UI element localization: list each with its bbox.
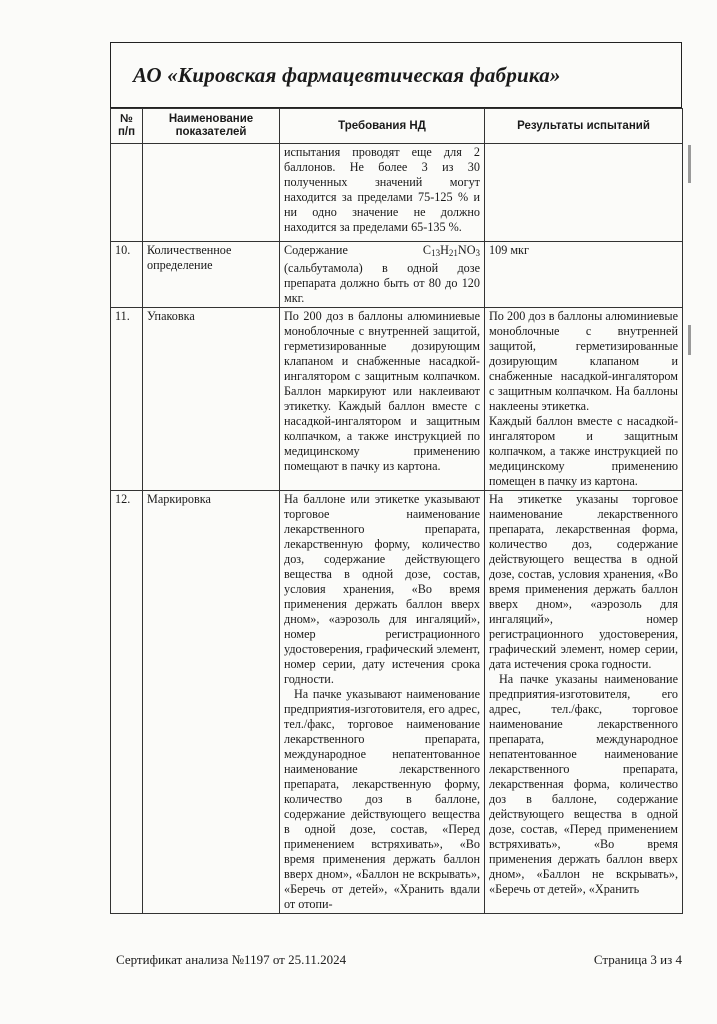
requirement-paragraph: На баллоне или этикетке указывают торговое наименование лекарственного препарата, лекарственную форму, количество доз, содержание действующего вещества в одной дозе, состав, условия хранения, «Во время применения держать баллон вверх дном», «аэрозоль для ингаляций», номер регистрационного удостоверения, графический элемент, номер серии, дату истечения срока годности. <box>284 492 480 686</box>
subscript: 13 <box>431 248 441 258</box>
cell-result: 109 мкг <box>485 242 683 308</box>
table-row <box>111 308 683 491</box>
result-paragraph: На этикетке указаны торговое наименование лекарственного препарата, лекарственная форма, количество доз, содержание действующего вещества в одной дозе, состав, условия хранения, «Во время применения держать баллон вверх дном», «аэрозоль для ингаляций», номер регистрационного удостоверения, графический элемент, номер серии, дата истечения срока годности. <box>489 492 678 671</box>
cell-requirement <box>280 242 485 308</box>
requirement-paragraph: На пачке указывают наименование предприятия-изготовителя, его адрес, тел./факс, торговое наименование лекарственного препарата, международное непатентованное наименование лекарственного препарата, лекарственную форму, количество доз в баллоне, содержание действующего вещества в одной дозе, состав, «Перед применением встряхивать», «Во время применения держать баллон вверх дном», «Баллон не вскрывать», «Беречь от детей», «Хранить вдали от отопи- <box>284 687 480 911</box>
cell-requirement: По 200 доз в баллоны алюминиевые моноблочные с внутренней защитой, герметизированные дозирующим клапаном и снабженные насадкой-ингалятором с защитным колпачком. Баллон маркируют или наклеивают этикетку. Каждый баллон вместе с насадкой-ингалятором и защитным колпачком, а также инструкцией по медицинскому применению помещают в пачку из картона. <box>280 308 485 491</box>
cell-requirement <box>280 491 485 914</box>
req-text: (сальбутамола) в одной дозе препарата должно быть от 80 до 120 мкг. <box>284 261 480 305</box>
result-paragraph: Каждый баллон вместе с насадкой-ингалятором и защитным колпачком, а также инструкцией по медицинскому применению помещен в пачку из картона. <box>489 414 678 488</box>
cell-name <box>143 144 280 242</box>
cell-result <box>485 491 683 914</box>
page-footer <box>116 952 682 968</box>
table-row <box>111 242 683 308</box>
analysis-table <box>110 108 683 914</box>
cell-name: Количественное определение <box>143 242 280 308</box>
cell-result <box>485 144 683 242</box>
cell-name: Упаковка <box>143 308 280 491</box>
table-row <box>111 144 683 242</box>
cell-num: 10. <box>111 242 143 308</box>
result-paragraph: По 200 доз в баллоны алюминиевые моноблочные с внутренней защитой, герметизированные дозирующим клапаном и снабженные насадкой-ингалятором с защитным колпачком. На баллоны наклеены этикетка. <box>489 309 678 413</box>
cell-name: Маркировка <box>143 491 280 914</box>
table-row <box>111 491 683 914</box>
col-header-num: № п/п <box>111 109 143 144</box>
subscript: 3 <box>475 248 480 258</box>
subscript: 21 <box>448 248 458 258</box>
col-header-requirements: Требования НД <box>280 109 485 144</box>
scan-margin-mark <box>688 325 691 355</box>
cell-result <box>485 308 683 491</box>
cell-num: 12. <box>111 491 143 914</box>
result-paragraph: На пачке указаны наименование предприятия-изготовителя, его адрес, тел./факс, торговое наименование лекарственного препарата, международное непатентованное наименование лекарственного препарата, лекарственная форма, количество доз в баллоне, содержание действующего вещества в одной дозе, состав, «Перед применением встряхивать», «Во время применения держать баллон вверх дном», «Баллон не вскрывать», «Беречь от детей», «Хранить <box>489 672 678 896</box>
cell-num <box>111 144 143 242</box>
page-number: Страница 3 из 4 <box>593 952 682 967</box>
certificate-number: Сертификат анализа №1197 от 25.11.2024 <box>116 952 347 967</box>
col-header-name: Наименование показателей <box>143 109 280 144</box>
req-text: NO <box>457 243 476 257</box>
cell-num: 11. <box>111 308 143 491</box>
cell-requirement: испытания проводят еще для 2 баллонов. Не более 3 из 30 полученных значений могут находится за пределами 75-125 % и ни одно значение не должно находится за пределами 65-135 %. <box>280 144 485 242</box>
col-header-results: Результаты испытаний <box>485 109 683 144</box>
req-text: H <box>440 243 449 257</box>
company-name: АО «Кировская фармацевтическая фабрика» <box>133 62 561 87</box>
scan-margin-mark <box>688 145 691 183</box>
table-header-row <box>111 109 683 144</box>
company-header <box>110 42 682 108</box>
req-text: Содержание C <box>284 243 432 257</box>
